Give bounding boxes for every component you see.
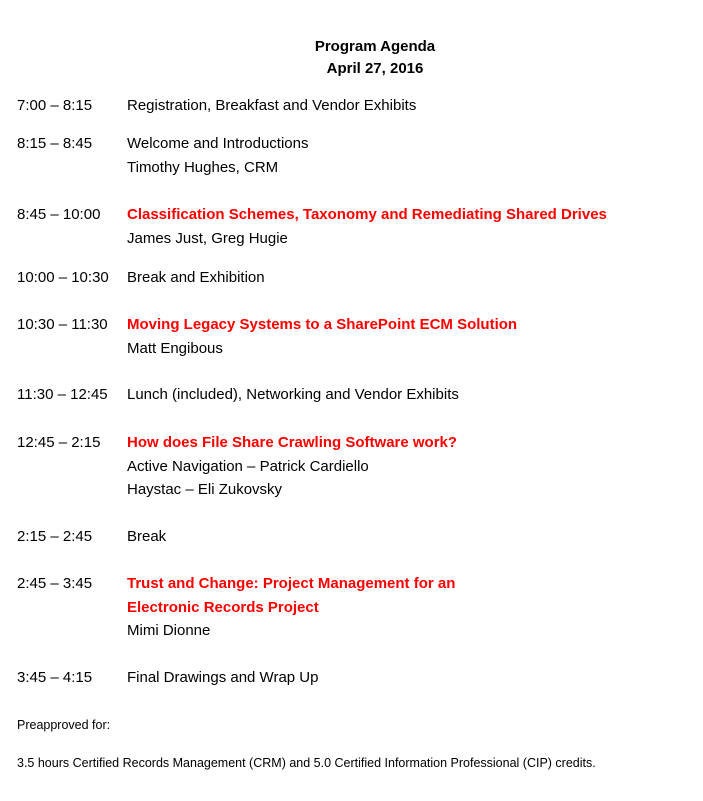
agenda-activity: Welcome and Introductions <box>127 135 309 152</box>
agenda-activity: Registration, Breakfast and Vendor Exhibits <box>127 97 417 114</box>
agenda-time: 3:45 – 4:15 <box>17 669 93 686</box>
session-title: Trust and Change: Project Management for an <box>127 575 456 592</box>
agenda-speaker: James Just, Greg Hugie <box>127 229 288 247</box>
agenda-speaker: Mimi Dionne <box>127 622 211 639</box>
preapproved-label: Preapproved for: <box>17 718 111 732</box>
agenda-time: 11:30 – 12:45 <box>17 386 108 403</box>
session-title: Moving Legacy Systems to a SharePoint ECM Solution <box>127 316 518 333</box>
agenda-time: 2:45 – 3:45 <box>17 575 93 592</box>
agenda-time: 7:00 – 8:15 <box>17 97 93 114</box>
agenda-time: 10:00 – 10:30 <box>17 269 109 286</box>
agenda-speaker: Haystac – Eli Zukovsky <box>127 481 283 498</box>
agenda-speaker: Matt Engibous <box>127 339 223 357</box>
agenda-activity: Lunch (included), Networking and Vendor Exhibits <box>127 386 459 403</box>
agenda-time: 2:15 – 2:45 <box>17 528 93 545</box>
page-title: Program Agenda <box>314 38 436 55</box>
agenda-time: 8:15 – 8:45 <box>17 135 93 152</box>
agenda-time: 12:45 – 2:15 <box>17 434 101 451</box>
agenda-speaker: Timothy Hughes, CRM <box>127 158 279 176</box>
session-title: How does File Share Crawling Software work? <box>127 434 458 451</box>
agenda-activity: Final Drawings and Wrap Up <box>127 669 319 686</box>
agenda-activity: Break <box>127 528 167 545</box>
agenda-time: 8:45 – 10:00 <box>17 206 101 223</box>
session-title-continued: Electronic Records Project <box>127 598 319 616</box>
session-title: Classification Schemes, Taxonomy and Remediating Shared Drives <box>127 206 607 223</box>
credits-note: 3.5 hours Certified Records Management (CRM) and 5.0 Certified Information Professional (CIP) credits. <box>17 756 596 770</box>
agenda-activity: Break and Exhibition <box>127 269 265 286</box>
agenda-time: 10:30 – 11:30 <box>17 316 108 333</box>
agenda-speaker: Active Navigation – Patrick Cardiello <box>127 457 369 475</box>
event-date: April 27, 2016 <box>326 60 424 77</box>
